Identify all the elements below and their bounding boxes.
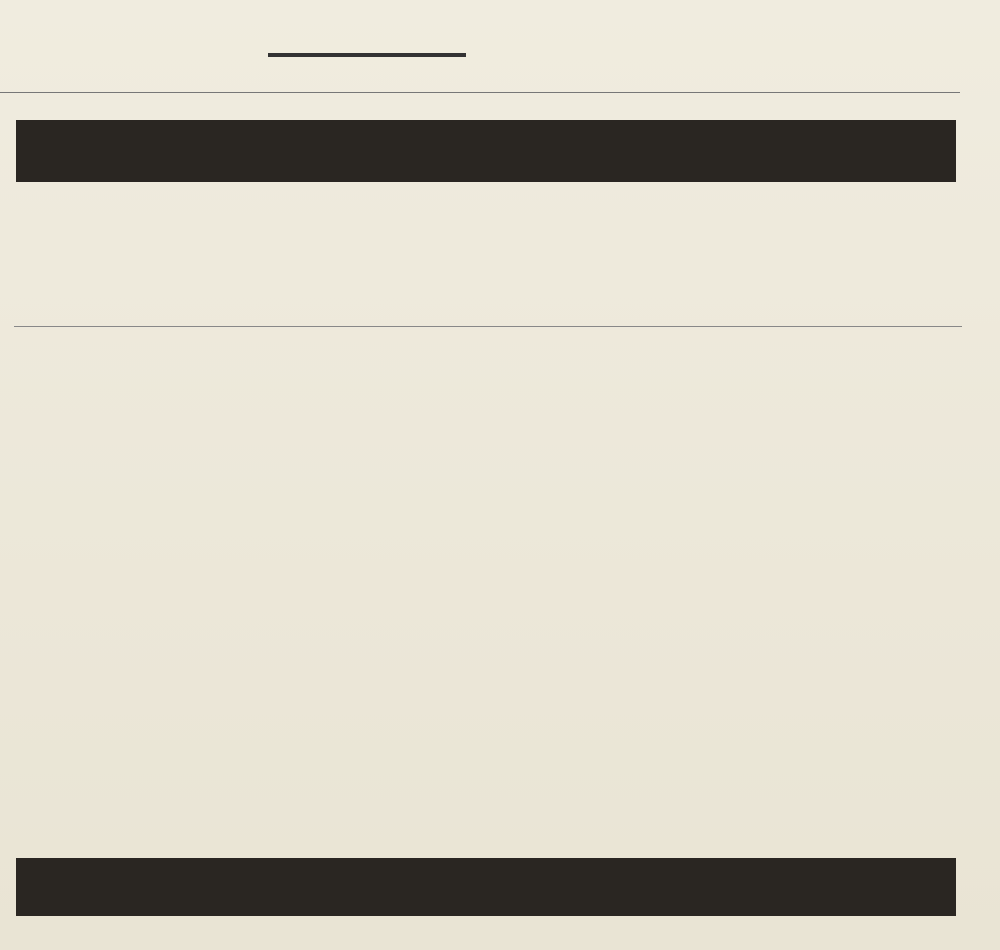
header-rule: [0, 92, 960, 93]
top-sign-strip: [16, 120, 956, 182]
bottom-sign-strip: [16, 858, 956, 916]
section-title: [268, 52, 466, 57]
subhead-rule: [14, 326, 962, 327]
column-1: [20, 334, 248, 348]
